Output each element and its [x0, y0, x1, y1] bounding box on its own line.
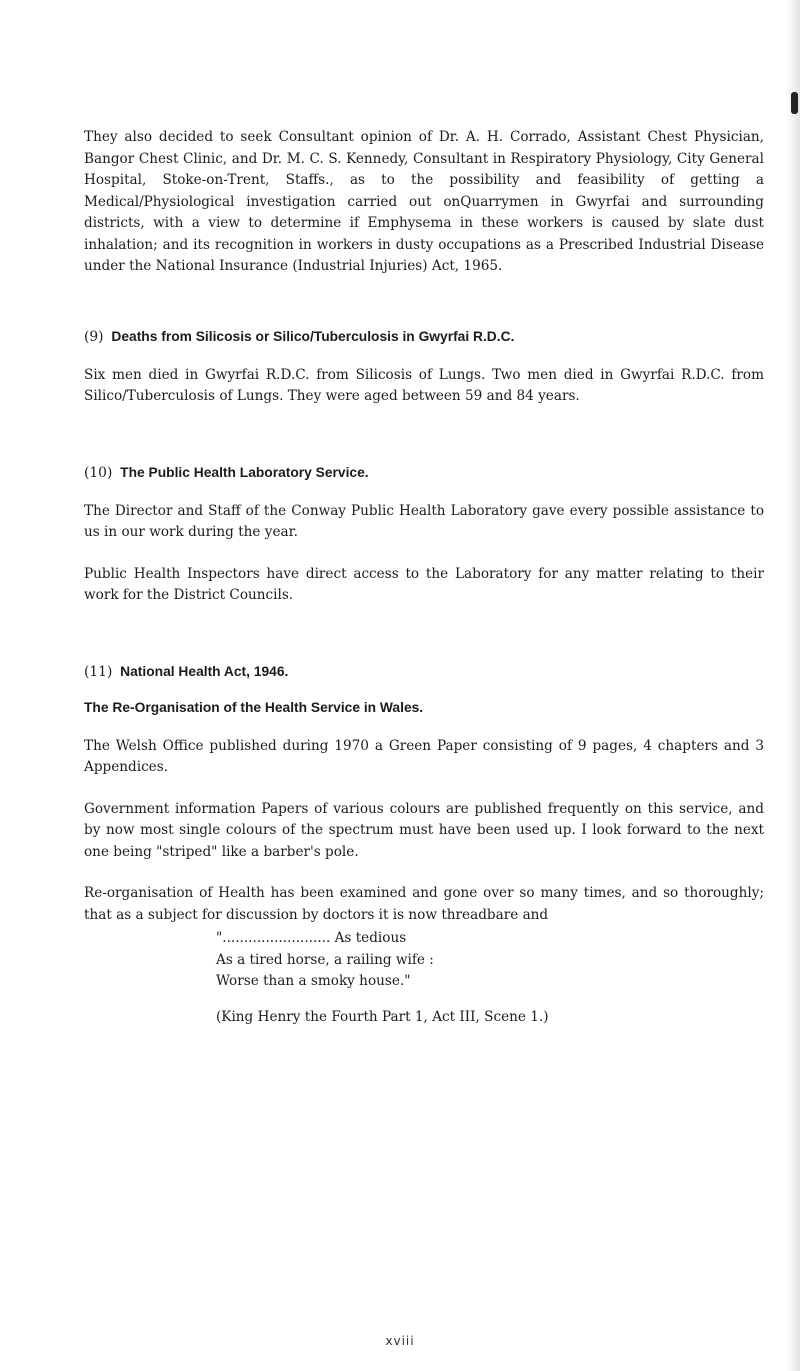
quote-citation: (King Henry the Fourth Part 1, Act III, Scene 1.): [216, 1008, 549, 1025]
section-11-paragraph-1: The Welsh Office published during 1970 a Green Paper consisting of 9 pages, 4 chapters and 3 Appendices.: [84, 737, 764, 775]
section-10-heading: [84, 463, 764, 483]
section-11-number: (11): [84, 663, 113, 680]
section-11-paragraph-2: Government information Papers of various colours are published frequently on this service, and by now most single colours of the spectrum must have been used up. I look forward to the next one being "striped" like a barber's pole.: [84, 800, 764, 860]
section-10-paragraph-2: Public Health Inspectors have direct access to the Laboratory for any matter relating to their work for the District Councils.: [84, 565, 764, 603]
section-11-heading: [84, 662, 764, 682]
section-10: [84, 463, 764, 607]
section-11-subtitle: The Re-Organisation of the Health Service in Wales.: [84, 699, 424, 715]
section-10-title: The Public Health Laboratory Service.: [120, 464, 369, 480]
section-9-title: Deaths from Silicosis or Silico/Tuberculosis in Gwyrfai R.D.C.: [111, 328, 515, 344]
quote-line-2: As a tired horse, a railing wife :: [216, 951, 434, 968]
intro-paragraph: They also decided to seek Consultant opinion of Dr. A. H. Corrado, Assistant Chest Physician, Bangor Chest Clinic, and Dr. M. C. S. Kennedy, Consultant in Respiratory Physiology, City General Hospital, Stoke-on-Trent, Staffs., as to the possibility and feasibility of getting a Medical/Physiological investigation carried out onQuarrymen in Gwyrfai and surrounding districts, with a view to determine if Emphysema in these workers is caused by slate dust inhalation; and its recognition in workers in dusty occupations as a Prescribed Industrial Disease under the National Insurance (Industrial Injuries) Act, 1965.: [84, 129, 764, 274]
section-9-number: (9): [84, 328, 104, 345]
quote-line-3: Worse than a smoky house.": [216, 973, 411, 989]
page-number: xviii: [385, 1334, 415, 1348]
shakespeare-quote: [216, 928, 764, 993]
section-10-number: (10): [84, 464, 113, 481]
binding-mark: [791, 92, 798, 114]
section-11-paragraph-3: Re-organisation of Health has been examined and gone over so many times, and so thoroughly; that as a subject for discussion by doctors it is now threadbare and: [84, 885, 764, 923]
section-10-paragraph-1: The Director and Staff of the Conway Public Health Laboratory gave every possible assistance to us in our work during the year.: [84, 502, 764, 540]
section-9: [84, 327, 764, 408]
document-body: [84, 127, 764, 1028]
section-11-title: National Health Act, 1946.: [120, 663, 289, 679]
section-9-paragraph-1: Six men died in Gwyrfai R.D.C. from Silicosis of Lungs. Two men died in Gwyrfai R.D.C. from Silico/Tuberculosis of Lungs. They were aged between 59 and 84 years.: [84, 366, 764, 404]
section-9-heading: [84, 327, 764, 347]
section-11: [84, 662, 764, 1029]
quote-line-1: "......................... As tedious: [216, 930, 407, 946]
page-edge-shadow: [786, 0, 800, 1371]
